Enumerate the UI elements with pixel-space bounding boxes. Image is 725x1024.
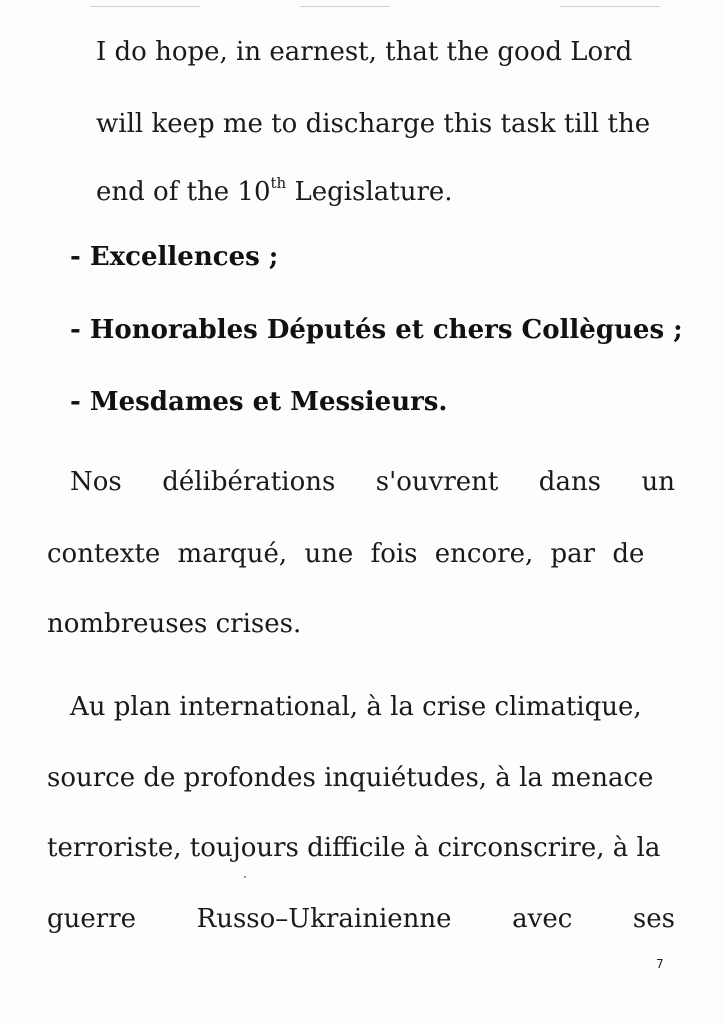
word: délibérations xyxy=(162,467,336,497)
word: Nos xyxy=(70,467,122,497)
paragraph-1-line-2: will keep me to discharge this task till the xyxy=(96,109,651,139)
scan-edge-mark xyxy=(300,6,390,7)
word: un xyxy=(641,467,675,497)
salutation-deputes: - Honorables Députés et chers Collègues ; xyxy=(70,315,683,345)
page-number: 7 xyxy=(656,957,664,971)
salutation-mesdames: - Mesdames et Messieurs. xyxy=(70,387,448,417)
word: s'ouvrent xyxy=(375,467,499,497)
line-3-text-end: Legislature. xyxy=(286,177,453,207)
paragraph-1-line-3 xyxy=(96,176,453,208)
salutation-excellences: - Excellences ; xyxy=(70,242,279,272)
word: ses xyxy=(632,904,675,934)
paragraph-3-line-1: Au plan international, à la crise climatique, xyxy=(70,692,642,722)
word: avec xyxy=(512,904,573,934)
scan-speck xyxy=(244,876,246,878)
word: dans xyxy=(538,467,602,497)
paragraph-1-line-1: I do hope, in earnest, that the good Lord xyxy=(96,37,633,67)
line-3-text-start: end of the 10 xyxy=(96,177,271,207)
paragraph-3-line-4 xyxy=(47,903,675,935)
scan-edge-mark xyxy=(90,6,200,7)
paragraph-2-line-2: contexte marqué, une fois encore, par de xyxy=(47,539,645,569)
paragraph-3-line-2: source de profondes inquiétudes, à la menace xyxy=(47,763,654,793)
ordinal-superscript: th xyxy=(270,174,287,193)
paragraph-2-line-1 xyxy=(70,466,675,498)
scan-edge-mark xyxy=(560,6,660,7)
paragraph-3-line-3: terroriste, toujours difficile à circonscrire, à la xyxy=(47,833,661,863)
word: guerre xyxy=(47,904,137,934)
word: Russo–Ukrainienne xyxy=(196,904,452,934)
paragraph-2-line-3: nombreuses crises. xyxy=(47,609,302,639)
